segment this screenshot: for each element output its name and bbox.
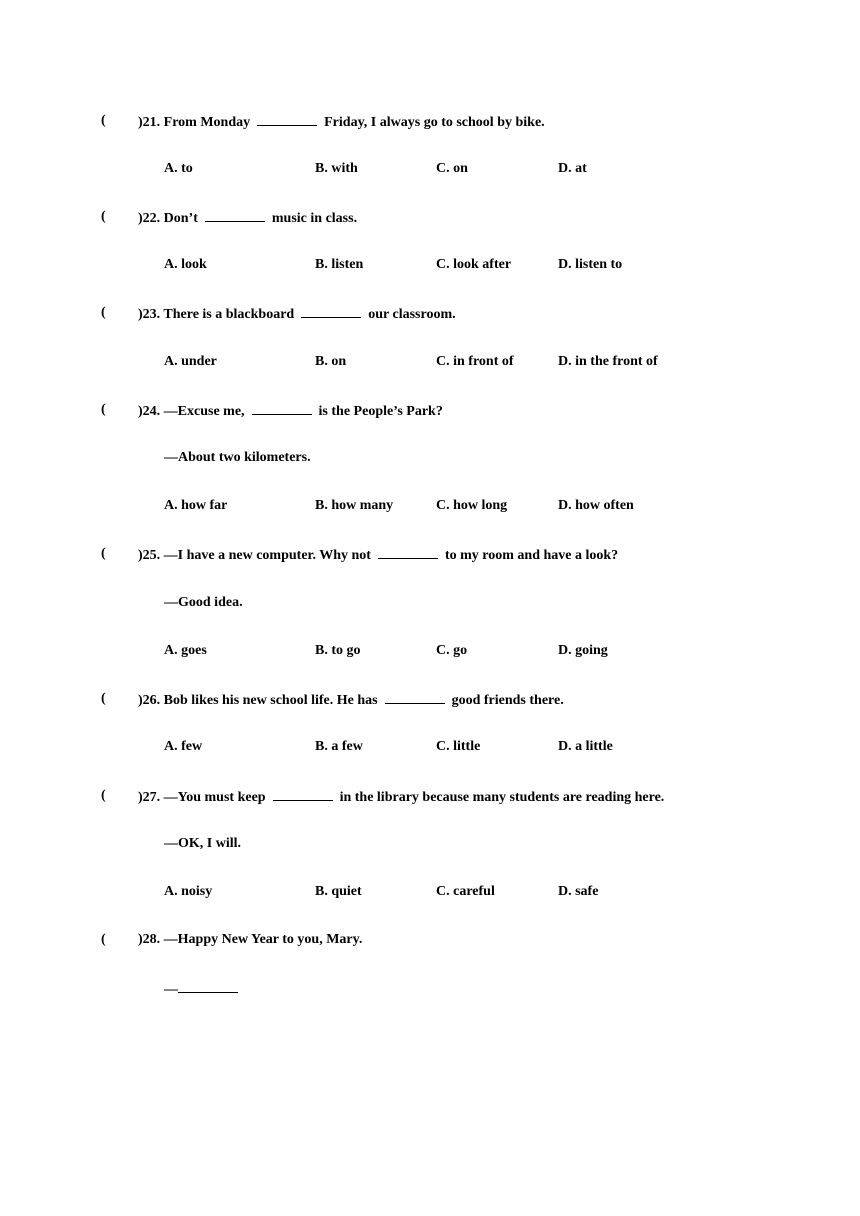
answer-paren: (: [101, 691, 106, 706]
option-a: A. few: [164, 739, 203, 754]
stem-prefix: )26. Bob likes his new school life. He has: [138, 693, 378, 708]
answer-paren: (: [101, 305, 106, 320]
stem-prefix: )21. From Monday: [138, 115, 251, 130]
answer-blank: [178, 979, 238, 993]
answer-paren: (: [101, 788, 106, 803]
answer-blank: [385, 690, 445, 704]
answer-paren: (: [101, 209, 106, 224]
option-a: A. look: [164, 257, 207, 272]
option-c: C. careful: [436, 884, 495, 899]
option-d: D. in the front of: [558, 354, 658, 369]
stem-prefix: )24. —Excuse me,: [138, 404, 245, 419]
stem-suffix: is the People’s Park?: [318, 404, 443, 419]
option-a: A. how far: [164, 498, 228, 513]
question-stem: [138, 690, 564, 710]
option-c: C. on: [436, 161, 468, 176]
question-stem: [138, 787, 664, 807]
stem-suffix: to my room and have a look?: [444, 548, 619, 563]
option-c: C. in front of: [436, 354, 514, 369]
stem-suffix: music in class.: [271, 211, 358, 226]
stem-suffix: Friday, I always go to school by bike.: [324, 115, 545, 130]
stem-suffix: in the library because many students are reading here.: [339, 790, 665, 805]
answer-paren: (: [101, 113, 106, 128]
option-d: D. a little: [558, 739, 613, 754]
question-stem: [138, 112, 545, 132]
option-d: D. how often: [558, 498, 634, 513]
question-stem: [138, 401, 443, 421]
option-c: C. how long: [436, 498, 508, 513]
question-stem: [138, 545, 618, 565]
answer-blank: [252, 401, 312, 415]
dialogue-reply: —Good idea.: [164, 595, 243, 610]
reply-dash: —: [164, 982, 178, 997]
option-c: C. look after: [436, 257, 512, 272]
dialogue-reply: —OK, I will.: [164, 836, 242, 851]
question-stem: [138, 304, 456, 324]
question-stem: [138, 208, 357, 228]
stem-suffix: good friends there.: [451, 693, 564, 708]
option-d: D. going: [558, 643, 608, 658]
option-a: A. goes: [164, 643, 207, 658]
option-b: B. quiet: [315, 884, 362, 899]
answer-paren: (: [101, 546, 106, 561]
option-b: B. with: [315, 161, 358, 176]
answer-blank: [301, 304, 361, 318]
option-b: B. listen: [315, 257, 364, 272]
option-a: A. noisy: [164, 884, 213, 899]
answer-blank: [378, 545, 438, 559]
option-c: C. go: [436, 643, 468, 658]
dialogue-reply: —About two kilometers.: [164, 450, 311, 465]
answer-blank: [273, 787, 333, 801]
option-b: B. how many: [315, 498, 394, 513]
stem-prefix: )25. —I have a new computer. Why not: [138, 548, 371, 563]
dialogue-reply: [164, 979, 245, 999]
option-b: B. to go: [315, 643, 361, 658]
option-a: A. under: [164, 354, 217, 369]
answer-paren: (: [101, 932, 106, 947]
option-c: C. little: [436, 739, 481, 754]
stem-suffix: our classroom.: [368, 307, 456, 322]
option-b: B. a few: [315, 739, 363, 754]
option-b: B. on: [315, 354, 347, 369]
question-stem: )28. —Happy New Year to you, Mary.: [138, 932, 363, 947]
answer-blank: [257, 112, 317, 126]
option-d: D. listen to: [558, 257, 623, 272]
answer-blank: [205, 208, 265, 222]
option-d: D. at: [558, 161, 587, 176]
stem-prefix: )27. —You must keep: [138, 790, 266, 805]
answer-paren: (: [101, 402, 106, 417]
stem-prefix: )23. There is a blackboard: [138, 307, 295, 322]
stem-prefix: )22. Don’t: [138, 211, 198, 226]
option-d: D. safe: [558, 884, 599, 899]
option-a: A. to: [164, 161, 193, 176]
